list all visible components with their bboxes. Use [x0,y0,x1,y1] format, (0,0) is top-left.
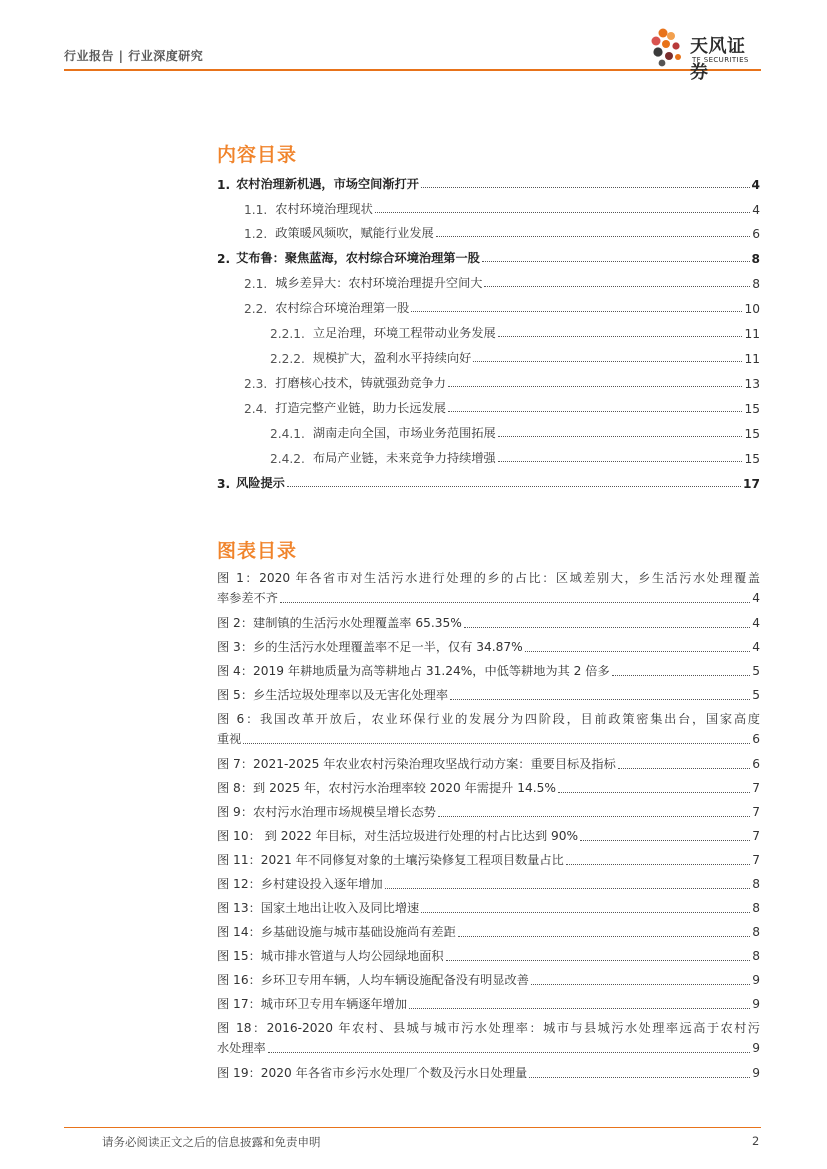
toc-entry-page: 13 [744,377,760,391]
figure-entry-text: 图 3：乡的生活污水处理覆盖率不足一半，仅有 34.87% [217,640,523,654]
figure-entry-text: 图 12：乡村建设投入逐年增加 [217,877,383,891]
figure-entry-text: 图 4：2019 年耕地质量为高等耕地占 31.24%，中低等耕地为其 2 倍多 [217,664,610,678]
figure-entry-line [217,874,760,894]
toc-entry[interactable] [217,172,760,192]
figure-entry-page: 4 [752,591,760,605]
toc-title: 内容目录 [217,144,298,166]
figure-entry[interactable] [217,946,760,966]
toc-entry[interactable] [270,421,760,441]
figure-leader-dots [243,743,750,744]
figure-entry-page: 4 [752,640,760,654]
toc-entry-page: 11 [744,327,760,341]
figure-entry-text: 图 1：2020 年各省市对生活污水进行处理的乡的占比：区域差别大，乡生活污水处理覆盖 [217,571,760,585]
toc-entry-number: 2.3. [244,377,268,391]
toc-entry[interactable] [244,396,760,416]
toc-entry-number: 2.2. [244,302,268,316]
company-logo [648,24,762,83]
figure-entry-line [217,754,760,774]
toc-entry[interactable] [244,221,760,241]
toc-entry-title: 农村综合环境治理第一股 [275,301,410,315]
figure-entry-line [217,661,760,681]
figure-leader-dots [525,651,751,652]
figure-entry-text: 水处理率 [217,1041,266,1055]
figure-leader-dots [531,984,750,985]
toc-leader-dots [436,236,751,237]
figure-entry-line [217,826,760,846]
figure-entry-page: 5 [752,664,760,678]
toc-entry-title: 风险提示 [236,476,285,490]
figure-entry-text: 图 14：乡基础设施与城市基础设施尚有差距 [217,925,456,939]
toc-leader-dots [375,212,750,213]
figure-entry[interactable] [217,826,760,846]
logo-name-cn: 天风证券 [690,36,746,83]
figure-entry-line [217,729,760,749]
header-category: 行业报告 | 行业深度研究 [64,49,204,63]
figure-leader-dots [529,1077,750,1078]
figure-entry-text: 图 7：2021-2025 年农业农村污染治理攻坚战行动方案：重要目标及指标 [217,757,616,771]
toc-entry-page: 15 [744,427,760,441]
toc-entry-number: 3. [217,477,231,491]
figure-entry-text: 图 8：到 2025 年，农村污水治理率较 2020 年需提升 14.5% [217,781,556,795]
figure-entry[interactable] [217,568,760,608]
header-divider [64,69,761,71]
figure-entry[interactable] [217,1063,760,1083]
figure-leader-dots [385,888,751,889]
toc-entry-page: 8 [752,277,760,291]
figure-entry[interactable] [217,850,760,870]
figure-entry-text: 图 15：城市排水管道与人均公园绿地面积 [217,949,444,963]
toc-entry[interactable] [244,371,760,391]
toc-entry[interactable] [244,197,760,217]
figure-entry[interactable] [217,802,760,822]
toc-entry-number: 1.2. [244,227,268,241]
toc-leader-dots [482,261,750,262]
toc-entry-page: 10 [744,302,760,316]
figure-entry-line [217,802,760,822]
page-number: 2 [752,1134,760,1148]
figure-leader-dots [421,912,750,913]
toc-entry[interactable] [270,346,760,366]
figure-entry-page: 9 [752,997,760,1011]
toc-entry-page: 4 [752,203,760,217]
figure-entry-text: 图 18：2016-2020 年农村、县城与城市污水处理率：城市与县城污水处理率远高于农村污 [217,1021,760,1035]
figure-entry-line [217,970,760,990]
figure-leader-dots [438,816,750,817]
toc-entry-number: 1. [217,178,231,192]
toc-leader-dots [411,311,742,312]
toc-entry-page: 15 [744,402,760,416]
toc-entry-title: 城乡差异大：农村环境治理提升空间大 [275,276,483,290]
toc-entry-number: 2.4.1. [270,427,305,441]
figure-entry-line [217,637,760,657]
figure-entry[interactable] [217,970,760,990]
figure-entry-page: 8 [752,877,760,891]
figure-entry-text: 图 17：城市环卫专用车辆逐年增加 [217,997,408,1011]
figure-entry-text: 图 2：建制镇的生活污水处理覆盖率 65.35% [217,616,462,630]
figure-entry-line [217,946,760,966]
figure-entry-page: 6 [752,757,760,771]
toc-leader-dots [484,286,750,287]
figure-leader-dots [446,960,751,961]
toc-entry-title: 打磨核心技术，铸就强劲竞争力 [275,376,446,390]
toc-entry-page: 11 [744,352,760,366]
figure-entry-line [217,1063,760,1083]
toc-entry[interactable] [217,246,760,266]
toc-entry-title: 立足治理，环境工程带动业务发展 [312,326,496,340]
flower-logo-icon [648,24,692,68]
toc-entry-title: 打造完整产业链，助力长远发展 [275,401,446,415]
figure-entry-line [217,850,760,870]
toc-entry-page: 15 [744,452,760,466]
figure-entry[interactable] [217,685,760,705]
figure-entry-page: 7 [752,805,760,819]
figure-entry-line [217,922,760,942]
toc-entry-number: 2.2.1. [270,327,305,341]
figure-entry-page: 8 [752,901,760,915]
toc-leader-dots [473,361,742,362]
footer-divider [64,1127,761,1128]
figure-entry-line [217,588,760,608]
figure-entry-text: 图 13：国家土地出让收入及同比增速 [217,901,420,915]
toc-leader-dots [498,336,743,337]
figure-leader-dots [280,602,750,603]
figure-leader-dots [409,1008,750,1009]
figure-entry-page: 8 [752,925,760,939]
toc-leader-dots [498,436,743,437]
toc-leader-dots [421,187,750,188]
figure-list-title: 图表目录 [217,540,298,562]
figure-entry-page: 6 [752,732,760,746]
toc-entry-page: 6 [752,227,760,241]
toc-entry-page: 17 [743,477,760,491]
toc-entry-page: 4 [751,178,760,192]
figure-leader-dots [558,792,750,793]
figure-leader-dots [612,675,751,676]
figure-entry-text: 图 9：农村污水治理市场规模呈增长态势 [217,805,436,819]
toc-entry-title: 政策暖风频吹，赋能行业发展 [275,226,434,240]
toc-entry-title: 规模扩大，盈利水平持续向好 [312,351,472,365]
toc-entry[interactable] [244,271,760,291]
figure-entry-page: 9 [752,1066,760,1080]
toc-leader-dots [448,411,743,412]
figure-leader-dots [618,768,750,769]
figure-leader-dots [566,864,750,865]
figure-entry[interactable] [217,709,760,749]
figure-entry[interactable] [217,874,760,894]
toc-entry-title: 艾布鲁：聚焦蓝海，农村综合环境治理第一股 [236,251,480,265]
figure-entry[interactable] [217,754,760,774]
figure-entry-line [217,898,760,918]
figure-entry-page: 7 [752,853,760,867]
figure-entry[interactable] [217,613,760,633]
figure-entry[interactable] [217,1018,760,1058]
figure-entry-text: 率参差不齐 [217,591,278,605]
figure-entry-page: 4 [752,616,760,630]
toc-entry[interactable] [270,446,760,466]
figure-entry-line [217,1038,760,1058]
figure-leader-dots [464,627,750,628]
figure-entry[interactable] [217,778,760,798]
figure-entry-line [217,613,760,633]
figure-entry-line [217,778,760,798]
figure-entry-page: 9 [752,973,760,987]
toc-leader-dots [287,486,741,487]
toc-entry-title: 农村环境治理现状 [275,202,373,216]
figure-leader-dots [450,699,750,700]
figure-entry-line [217,994,760,1014]
figure-entry[interactable] [217,898,760,918]
figure-entry-text: 图 5：乡生活垃圾处理率以及无害化处理率 [217,688,449,702]
toc-entry[interactable] [244,296,760,316]
figure-entry-page: 7 [752,781,760,795]
figure-entry-page: 7 [752,829,760,843]
figure-entry-text: 图 16：乡环卫专用车辆，人均车辆设施配备没有明显改善 [217,973,529,987]
toc-entry-number: 2.4. [244,402,268,416]
footer-disclaimer: 请务必阅读正文之后的信息披露和免责申明 [102,1135,321,1149]
figure-entry[interactable] [217,994,760,1014]
figure-entry-text: 重视 [217,732,242,746]
figure-entry-text: 图 11：2021 年不同修复对象的土壤污染修复工程项目数量占比 [217,853,564,867]
figure-leader-dots [458,936,750,937]
figure-entry-line [217,685,760,705]
logo-name-en: TF SECURITIES [692,56,749,64]
toc-entry-title: 农村治理新机遇，市场空间渐打开 [236,177,419,191]
toc-entry-number: 2.1. [244,277,268,291]
toc-entry-number: 2.2.2. [270,352,305,366]
figure-entry-text: 图 6：我国改革开放后，农业环保行业的发展分为四阶段，目前政策密集出台，国家高度 [217,712,760,726]
figure-entry[interactable] [217,661,760,681]
toc-entry-number: 2.4.2. [270,452,305,466]
figure-entry[interactable] [217,637,760,657]
toc-entry-page: 8 [751,252,760,266]
toc-entry[interactable] [270,321,760,341]
toc-leader-dots [498,461,743,462]
figure-entry-page: 9 [752,1041,760,1055]
figure-leader-dots [580,840,750,841]
toc-entry-number: 2. [217,252,231,266]
toc-entry-number: 1.1. [244,203,268,217]
figure-entry-page: 5 [752,688,760,702]
figure-entry-page: 8 [752,949,760,963]
toc-entry-title: 湖南走向全国，市场业务范围拓展 [312,426,496,440]
figure-entry[interactable] [217,922,760,942]
figure-leader-dots [268,1052,750,1053]
toc-leader-dots [448,386,743,387]
figure-entry-text: 图 10： 到 2022 年目标，对生活垃圾进行处理的村占比达到 90% [217,829,579,843]
toc-entry[interactable] [217,471,760,491]
toc-entry-title: 布局产业链，未来竞争力持续增强 [312,451,496,465]
figure-entry-text: 图 19：2020 年各省市乡污水处理厂个数及污水日处理量 [217,1066,528,1080]
